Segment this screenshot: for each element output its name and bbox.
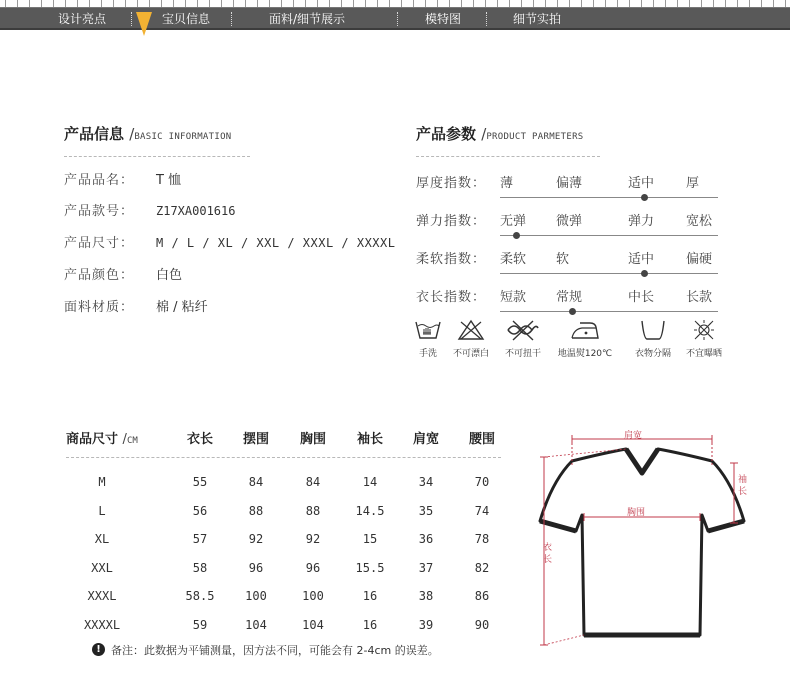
alert-icon: ! [92, 643, 105, 656]
info-row-name [64, 169, 181, 188]
measurement-cell: 39 [418, 617, 434, 632]
size-note: 备注：此数据为平铺测量，因方法不同，可能会有 2-4cm 的误差。 [111, 644, 439, 657]
param-selected-marker [513, 232, 520, 239]
measurement-cell: 58.5 [185, 589, 215, 603]
param-label: 衣长指数： [416, 290, 487, 305]
hand-wash-icon [413, 318, 443, 342]
product-params-title [416, 123, 584, 144]
care-label: 不可扭干 [504, 349, 541, 359]
nav-separator [231, 12, 232, 26]
measurement-cell: 57 [192, 532, 208, 546]
param-option: 常规 [556, 290, 583, 305]
care-item-no-wring [493, 318, 553, 359]
column-header: 摆围 [242, 432, 269, 447]
size-cell: M [98, 475, 106, 489]
measurement-cell: 59 [192, 617, 208, 632]
measurement-cell: 74 [474, 503, 490, 518]
param-option: 适中 [628, 252, 655, 267]
care-label: 不可漂白 [452, 349, 489, 359]
no-wring-icon [506, 318, 540, 342]
divider [416, 156, 600, 157]
column-header: 肩宽 [412, 432, 439, 447]
param-option: 适中 [628, 176, 655, 191]
param-option: 软 [556, 252, 570, 267]
info-row-style-number [64, 200, 235, 219]
title-slash: / [481, 125, 487, 143]
tshirt-outline [540, 449, 744, 635]
table-divider [66, 457, 501, 458]
param-option: 无弹 [500, 214, 527, 229]
care-item-no-sun-dry [674, 318, 734, 359]
param-selected-marker [641, 194, 648, 201]
info-value: T 恤 [156, 173, 182, 188]
param-option: 柔软 [500, 252, 527, 267]
measurement-cell: 16 [362, 617, 378, 632]
care-label: 地温熨120℃ [557, 349, 613, 359]
tshirt-measurement-diagram [530, 425, 760, 675]
info-label: 面料材质： [64, 300, 135, 315]
product-params-title-text: 产品参数 [416, 125, 477, 143]
info-row-sizes [64, 232, 395, 251]
product-info-title-en: BASIC INFORMATION [134, 132, 232, 142]
column-header: 胸围 [299, 432, 326, 447]
care-label: 手洗 [418, 349, 437, 359]
size-cell: XXXXL [83, 617, 121, 632]
info-label: 产品款号： [64, 204, 135, 219]
no-bleach-icon [456, 318, 486, 342]
nav-separator [131, 12, 132, 26]
product-params-title-en: PRODUCT PARMETERS [486, 132, 584, 142]
nav-item-model-photos[interactable]: 模特图 [425, 12, 462, 26]
measurement-cell: 37 [418, 560, 434, 575]
param-option: 厚 [686, 176, 700, 191]
info-value: 棉 / 粘纤 [156, 300, 208, 315]
nav-separator [486, 12, 487, 26]
param-selected-marker [641, 270, 648, 277]
column-header: 袖长 [356, 432, 383, 447]
measurement-cell: 78 [474, 532, 490, 546]
care-label: 衣物分隔 [634, 349, 671, 359]
title-slash: / [129, 125, 135, 143]
shoulder-width-label: 肩宽 [624, 431, 643, 441]
column-header: 衣长 [186, 432, 213, 447]
param-option: 宽松 [686, 214, 713, 229]
param-option: 中长 [628, 290, 655, 305]
param-label: 弹力指数： [416, 214, 487, 229]
measurement-cell: 14 [362, 475, 378, 489]
size-cell: XXL [91, 560, 113, 575]
size-cell: XL [94, 532, 110, 546]
measurement-cell: 84 [248, 475, 264, 489]
info-label: 产品品名： [64, 173, 135, 188]
measurement-cell: 58 [192, 560, 208, 575]
param-option: 弹力 [628, 214, 655, 229]
info-row-color [64, 264, 182, 283]
chest-label: 胸围 [627, 508, 646, 518]
measurement-cell: 92 [305, 532, 321, 546]
size-table-title-text: 商品尺寸 [66, 432, 119, 447]
top-navigation [0, 0, 790, 30]
nav-item-fabric-details[interactable]: 面料/细节展示 [269, 12, 346, 26]
param-option: 短款 [500, 290, 527, 305]
care-item-no-bleach [441, 318, 501, 359]
info-value: Z17XA001616 [156, 204, 236, 218]
measurement-cell: 82 [474, 560, 490, 575]
product-info-title [64, 123, 232, 144]
measurement-cell: 86 [474, 589, 490, 603]
measurement-cell: 16 [362, 589, 378, 603]
param-selected-marker [569, 308, 576, 315]
param-option: 长款 [686, 290, 713, 305]
care-label: 不宜曝晒 [685, 349, 722, 359]
nav-item-design-highlights[interactable]: 设计亮点 [58, 12, 107, 26]
measurement-cell: 104 [245, 617, 267, 632]
param-label: 柔软指数： [416, 252, 487, 267]
measurement-cell: 15.5 [355, 560, 385, 575]
measurement-cell: 96 [305, 560, 321, 575]
measurement-cell: 88 [305, 503, 321, 518]
measurement-cell: 35 [418, 503, 434, 518]
decorative-border [0, 0, 790, 8]
param-option: 偏薄 [556, 176, 583, 191]
info-row-material [64, 296, 208, 315]
info-value: M / L / XL / XXL / XXXL / XXXXL [156, 236, 396, 250]
active-nav-indicator [136, 12, 152, 36]
divider [64, 156, 250, 157]
param-scale-line [500, 235, 718, 236]
measurement-cell: 38 [418, 589, 434, 603]
nav-separator [397, 12, 398, 26]
sleeve-length-label: 袖长 [738, 475, 748, 497]
measurement-cell: 92 [248, 532, 264, 546]
length-label: 衣长 [543, 543, 553, 565]
measurement-cell: 70 [474, 475, 490, 489]
info-value: 白色 [156, 268, 183, 283]
measurement-cell: 55 [192, 475, 208, 489]
measurement-cell: 88 [248, 503, 264, 518]
measurement-cell: 34 [418, 475, 434, 489]
size-table-unit: CM [126, 436, 138, 446]
param-label: 厚度指数： [416, 176, 487, 191]
measurement-cell: 84 [305, 475, 321, 489]
param-option: 偏硬 [686, 252, 713, 267]
size-cell: XXXL [87, 589, 117, 603]
measurement-cell: 36 [418, 532, 434, 546]
size-table-title: 商品尺寸 /CM [66, 432, 138, 447]
product-info-title-text: 产品信息 [64, 125, 125, 143]
param-option: 薄 [500, 176, 514, 191]
info-label: 产品颜色： [64, 268, 135, 283]
iron-low-icon [568, 318, 602, 342]
param-scale-line [500, 197, 718, 198]
wash-separately-icon [638, 318, 668, 342]
no-sun-dry-icon [689, 318, 719, 342]
param-option: 微弹 [556, 214, 583, 229]
nav-item-detail-shots[interactable]: 细节实拍 [513, 12, 562, 26]
measurement-cell: 90 [474, 617, 490, 632]
param-scale-line [500, 273, 718, 274]
measurement-cell: 15 [362, 532, 378, 546]
measurement-cell: 14.5 [355, 503, 385, 518]
nav-bar [0, 8, 790, 30]
measurement-cell: 96 [248, 560, 264, 575]
care-item-iron [555, 318, 615, 359]
nav-item-product-info[interactable]: 宝贝信息 [162, 12, 211, 26]
column-header: 腰围 [468, 432, 495, 447]
param-scale-line [500, 311, 718, 312]
size-cell: L [98, 503, 106, 518]
measurement-cell: 56 [192, 503, 208, 518]
measurement-cell: 100 [302, 589, 324, 603]
measurement-cell: 104 [302, 617, 324, 632]
info-label: 产品尺寸： [64, 236, 135, 251]
measurement-cell: 100 [245, 589, 267, 603]
